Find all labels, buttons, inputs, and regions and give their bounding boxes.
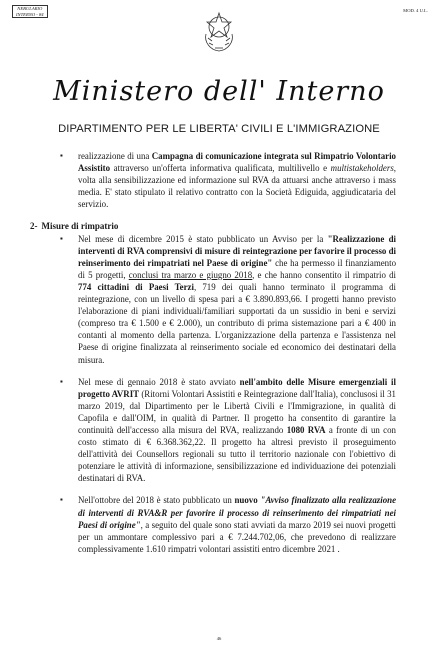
bullet-marker: ▪ bbox=[60, 233, 63, 243]
department-title: DIPARTIMENTO PER LE LIBERTA' CIVILI E L'IMMIGRAZIONE bbox=[58, 123, 380, 135]
section-heading bbox=[30, 220, 396, 232]
stamp-line-1: NEBULARIO bbox=[17, 6, 43, 11]
republic-emblem-icon bbox=[200, 10, 238, 54]
protocol-stamp bbox=[12, 5, 48, 18]
paragraph: Nel mese di gennaio 2018 è stato avviato nell'ambito delle Misure emergenziali il progetto AVRIT (Ritorni Volontari Assistiti e Reintegrazione dall'Italia), conclusosi il 31 marzo 2019, dal Dipartimento per le Libertà Civili e l'Immigrazione, in qualità di Capofila e dall'OIM, in qualità di Partner. Il progetto ha consentito di garantire la continuità dell'accesso alla misura del RVA, realizzando 1080 RVA a fronte di un con costo stimato di € 6.368.362,22. Il progetto ha altresì previsto il proseguimento dell'attività dei Counsellors regionali su tutto il territorio nazionale con l'obiettivo di potenziare le attività di informazione, sensibilizzazione ed individuazione dei potenziali destinatari di RVA. bbox=[78, 376, 396, 484]
bullet-marker: ▪ bbox=[60, 376, 63, 386]
section-number: 2- bbox=[30, 221, 38, 232]
model-code: MOD. 4 U.L. bbox=[403, 8, 428, 13]
paragraph: realizzazione di una Campagna di comunicazione integrata sul Rimpatrio Volontario Assistito attraverso un'offerta informativa qualificata, multilivello e multistakeholders, volta alla sensibilizzazione ed informazione sul RVA da attuarsi anche attraverso i mass media. E' stato stipulato il relativo contratto con la Società Ediguida, aggiudicataria del servizio. bbox=[78, 151, 396, 210]
section-title: Misure di rimpatrio bbox=[41, 221, 119, 232]
page-number: 46 bbox=[216, 636, 222, 641]
list-item bbox=[58, 494, 396, 554]
bullet-marker: ▪ bbox=[60, 151, 63, 160]
list-item bbox=[58, 376, 396, 485]
stamp-line-2: INTERNO - 84 bbox=[16, 11, 44, 17]
paragraph: Nel mese di dicembre 2015 è stato pubblicato un Avviso per la "Realizzazione di interventi di RVA comprensivi di misure di reintegrazione per favorire il processo di reinserimento dei rimpatriati nel Paese di origine" che ha permesso il finanziamento di 5 progetti, conclusi tra marzo e giugno 2018, e che hanno consentito il rimpatrio di 774 cittadini di Paesi Terzi, 719 dei quali hanno terminato il programma di reintegrazione, con un livello di spesa pari a € 3.890.893,66. I progetti hanno previsto l'elaborazione di piani individuali/familiari supportati da un sussidio in beni e servizi (compreso tra € 1.500 e € 2.000), un contributo di prima sistemazione pari a € 400 in contanti al momento della partenza. L'organizzazione della partenza e l'assistenza nel Paese di origine finalizzata al reinserimento sociale ed economico dei destinatari della misura. bbox=[78, 233, 397, 365]
document-body bbox=[30, 150, 397, 565]
ministry-title: Ministero dell' Interno bbox=[53, 76, 385, 107]
bullet-marker: ▪ bbox=[60, 495, 63, 505]
paragraph: Nell'ottobre del 2018 è stato pubblicato un nuovo "Avviso finalizzato alla realizzazione di interventi di RVA&R per favorire il processo di reinserimento dei rimpatriati nei Paesi di origine", a seguito del quale sono stati avviati da marzo 2019 sei nuovi progetti per un ammontare complessivo pari a € 7.244.702,06, che prevedono di realizzare complessivamente 1.610 rimpatri volontari assistiti entro dicembre 2021 . bbox=[78, 495, 397, 554]
list-item bbox=[58, 233, 396, 366]
list-item bbox=[58, 150, 396, 210]
